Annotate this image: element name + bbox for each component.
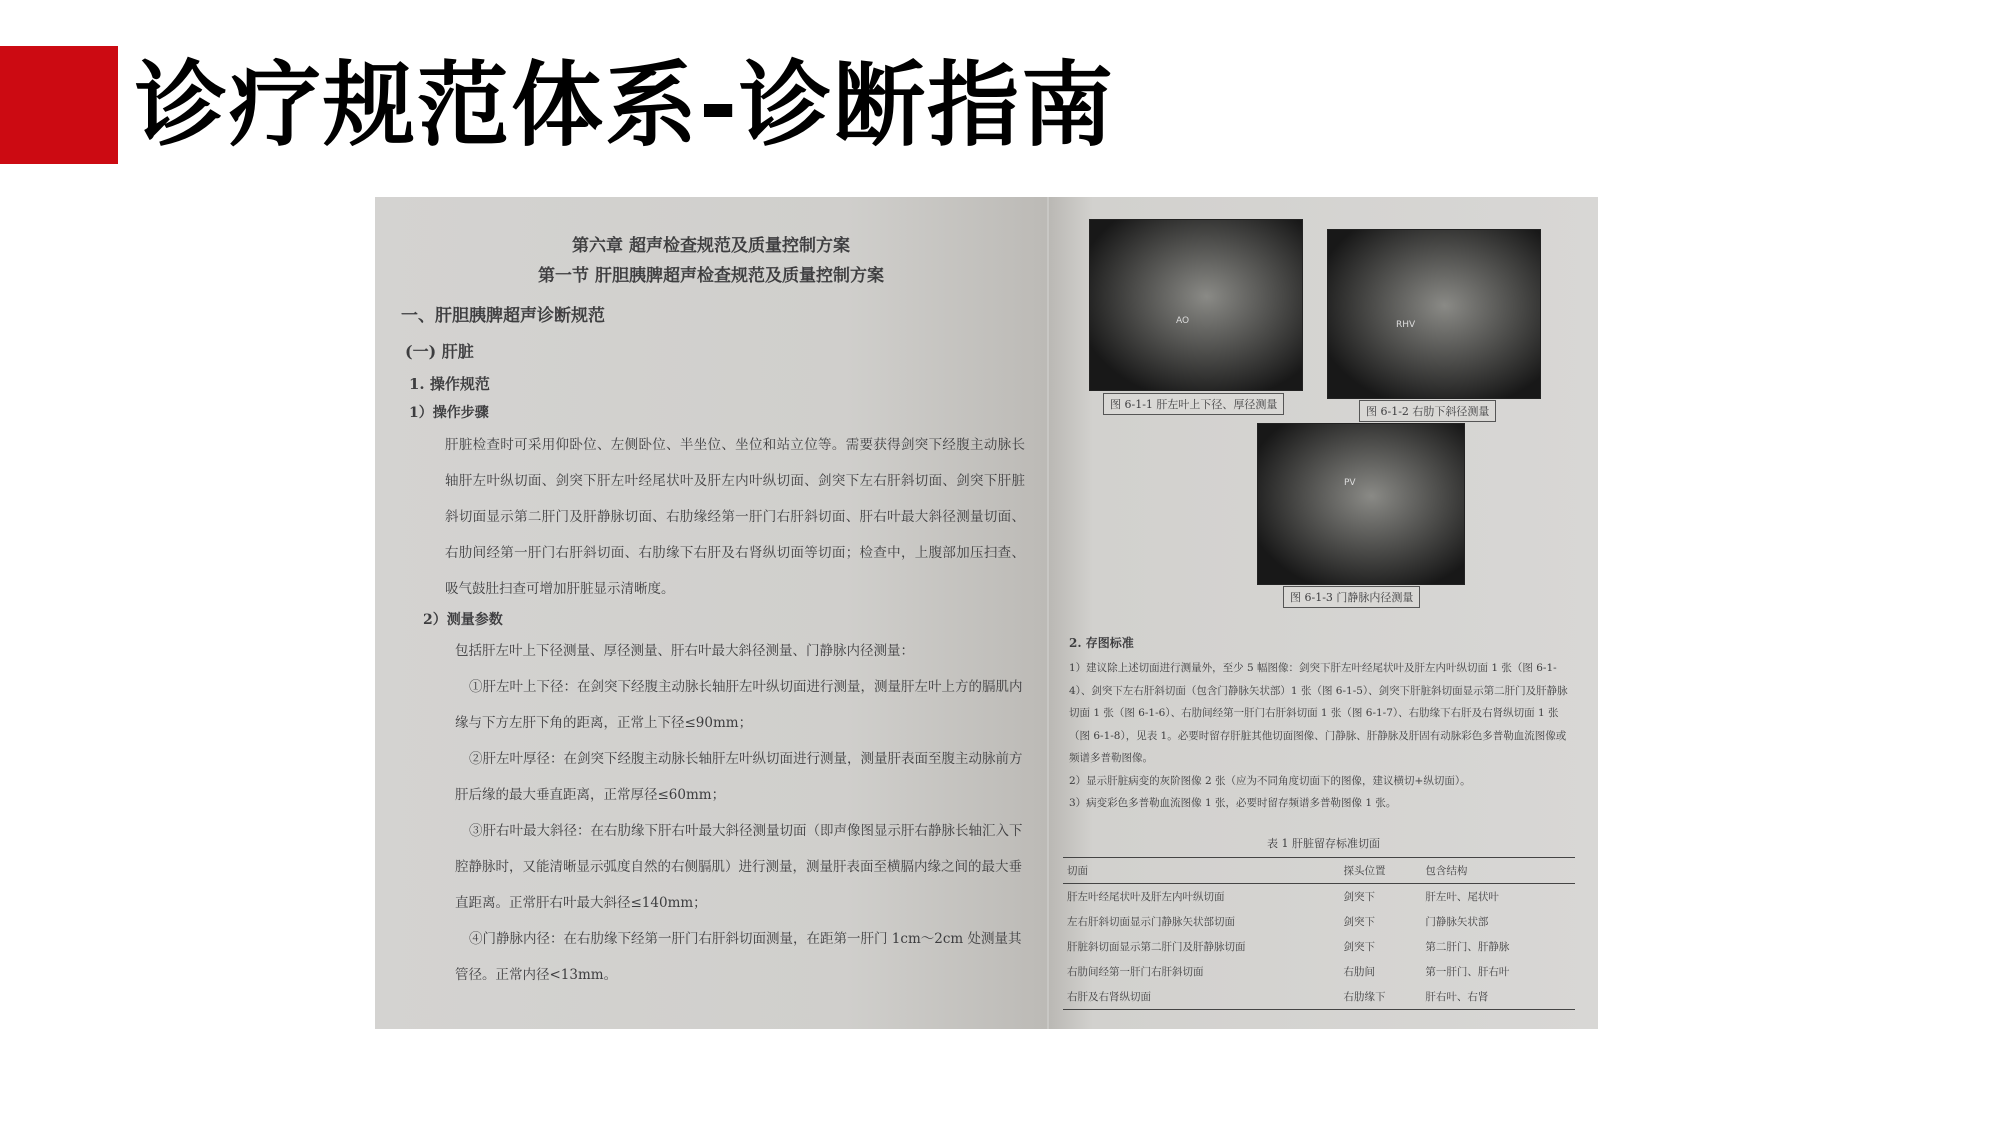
measure-intro: 包括肝左叶上下径测量、厚径测量、肝右叶最大斜径测量、门静脉内径测量：	[455, 643, 914, 659]
figure-caption: 图 6-1-3 门静脉内径测量	[1283, 586, 1420, 608]
table-cell: 左右肝斜切面显示门静脉矢状部切面	[1067, 916, 1235, 928]
table-cell: 第二肝门、肝静脉	[1425, 941, 1510, 953]
storage-standard-heading: 2. 存图标准	[1069, 636, 1134, 650]
ultrasound-image-2	[1327, 229, 1541, 399]
table-cell: 右肋间经第一肝门右肝斜切面	[1067, 966, 1204, 978]
table-cell: 第一肝门、肝右叶	[1425, 966, 1510, 978]
table-cell: 剑突下	[1343, 941, 1375, 953]
measure-item: ①肝左叶上下径：在剑突下经腹主动脉长轴肝左叶纵切面进行测量，测量肝左叶上方的膈肌内缘与下方左肝下角的距离，正常上下径≤90mm；	[455, 679, 1023, 731]
heading-liver: (一) 肝脏	[405, 342, 474, 361]
heading-measure-params: 2）测量参数	[423, 612, 503, 628]
table-title: 表 1 肝脏留存标准切面	[1267, 837, 1380, 850]
figure-caption: 图 6-1-2 右肋下斜径测量	[1359, 400, 1496, 422]
column-header: 包含结构	[1425, 865, 1468, 877]
table-cell: 肝脏斜切面显示第二肝门及肝静脉切面	[1067, 941, 1246, 953]
table-cell: 肝右叶、右肾	[1425, 991, 1489, 1003]
title-accent-bar	[0, 46, 118, 164]
column-header: 切面	[1067, 865, 1088, 877]
table-cell: 肝左叶经尾状叶及肝左内叶纵切面	[1067, 891, 1225, 903]
table-row	[1063, 909, 1575, 934]
procedure-paragraph: 肝脏检查时可采用仰卧位、左侧卧位、半坐位、坐位和站立位等。需要获得剑突下经腹主动脉长轴肝左叶纵切面、剑突下肝左叶经尾状叶及肝左内叶纵切面、剑突下左右肝斜切面、剑突下肝脏斜切面显示第二肝门及肝静脉切面、右肋缘经第一肝门右肝斜切面、肝右叶最大斜径测量切面、右肋间经第一肝门右肝斜切面、右肋缘下右肝及右肾纵切面等切面；检查中，上腹部加压扫查、吸气鼓肚扫查可增加肝脏显示清晰度。	[445, 437, 1025, 597]
ultrasound-label: RHV	[1396, 320, 1416, 330]
table-cell: 右肝及右肾纵切面	[1067, 991, 1151, 1003]
table-cell: 剑突下	[1343, 916, 1375, 928]
table-header-row	[1063, 858, 1575, 884]
document-photo	[375, 197, 1598, 1029]
heading-diagnosis-norms: 一、肝胆胰脾超声诊断规范	[401, 306, 605, 326]
ultrasound-label: PV	[1344, 478, 1356, 488]
heading-operation-norms: 1. 操作规范	[409, 375, 490, 393]
figure-caption: 图 6-1-1 肝左叶上下径、厚径测量	[1103, 393, 1284, 415]
table-cell: 右肋缘下	[1343, 991, 1386, 1003]
table-row	[1063, 984, 1575, 1010]
ultrasound-image-3	[1257, 423, 1465, 585]
measure-item: ③肝右叶最大斜径：在右肋缘下肝右叶最大斜径测量切面（即声像图显示肝右静脉长轴汇入下腔静脉时，又能清晰显示弧度自然的右侧膈肌）进行测量，测量肝表面至横膈内缘之间的最大垂直距离。正常肝右叶最大斜径≤140mm；	[455, 823, 1023, 911]
storage-item: 2）显示肝脏病变的灰阶图像 2 张（应为不同角度切面下的图像，建议横切+纵切面）。	[1069, 774, 1471, 787]
table-cell: 肝左叶、尾状叶	[1425, 891, 1499, 903]
table-row	[1063, 959, 1575, 984]
heading-operation-steps: 1）操作步骤	[409, 405, 489, 421]
storage-table	[1063, 857, 1575, 1010]
storage-item: 3）病变彩色多普勒血流图像 1 张，必要时留存频谱多普勒图像 1 张。	[1069, 797, 1397, 809]
right-page	[1049, 197, 1598, 1029]
ultrasound-image-1	[1089, 219, 1303, 391]
column-header: 探头位置	[1343, 865, 1386, 877]
table-cell: 门静脉矢状部	[1425, 916, 1489, 928]
left-page	[375, 197, 1047, 1029]
storage-standard-body	[1069, 657, 1574, 815]
table-row	[1063, 934, 1575, 959]
table-cell: 右肋间	[1343, 966, 1375, 978]
measure-item: ②肝左叶厚径：在剑突下经腹主动脉长轴肝左叶纵切面进行测量，测量肝表面至腹主动脉前方肝后缘的最大垂直距离，正常厚径≤60mm；	[455, 751, 1023, 803]
chapter-title: 第六章 超声检查规范及质量控制方案	[572, 236, 850, 256]
storage-item: 1）建议除上述切面进行测量外，至少 5 幅图像：剑突下肝左叶经尾状叶及肝左内叶纵切面 1 张（图 6-1-4）、剑突下左右肝斜切面（包含门静脉矢状部）1 张（图 6-1-5）、剑突下肝脏斜切面显示第二肝门及肝静脉切面 1 张（图 6-1-6）、右肋间经第一肝门右肝斜切面 1 张（图 6-1-7）、右肋缘下右肝及右肾纵切面 1 张（图 6-1-8），见表 1。必要时留存肝脏其他切面图像、门静脉、肝静脉及肝固有动脉彩色多普勒血流图像或频谱多普勒图像。	[1069, 662, 1568, 764]
measure-block	[455, 633, 1025, 993]
measure-item: ④门静脉内径：在右肋缘下经第一肝门右肝斜切面测量，在距第一肝门 1cm～2cm 处测量其管径。正常内径<13mm。	[455, 931, 1022, 983]
section-title: 第一节 肝胆胰脾超声检查规范及质量控制方案	[538, 266, 884, 286]
ultrasound-label: AO	[1176, 316, 1190, 326]
table-cell: 剑突下	[1343, 891, 1375, 903]
slide-title: 诊疗规范体系-诊断指南	[135, 52, 1116, 159]
table-row	[1063, 884, 1575, 910]
